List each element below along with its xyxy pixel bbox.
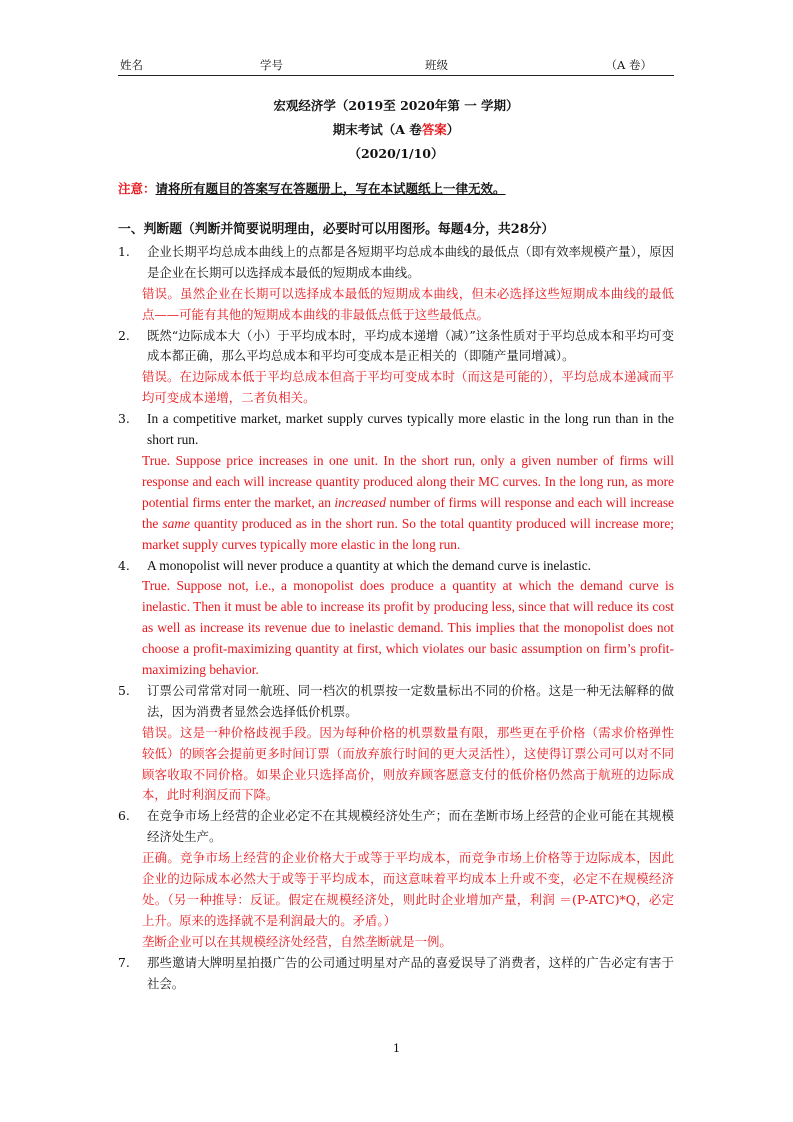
- page-number: 1: [392, 1041, 401, 1055]
- answer-emphasis: increased: [334, 494, 386, 510]
- answer-text: [142, 848, 674, 953]
- question-number: 5.: [118, 682, 130, 698]
- answer-paragraph: 正确。竞争市场上经营的企业价格大于或等于平均成本，而竞争市场上价格等于边际成本，因此企业的边际成本必然大于或等于平均成本，而这意味着平均成本上升或不变，必定不在规模经济处。（另一种推导：反证。假定在规模经济处，则此时企业增加产量，利润 ＝(P-ATC)*Q，必定上升。原来的选择就不是利润最大的。矛盾。）: [142, 850, 674, 928]
- question-text: 既然“边际成本大（小）于平均成本时，平均成本递增（减）”这条性质对于平均总成本和平均可变成本都正确，那么平均总成本和平均可变成本是正相关的（即随产量同增减）。: [147, 327, 674, 364]
- answer-item: [118, 723, 674, 807]
- answer-item: [118, 576, 674, 681]
- answer-item: [118, 284, 674, 326]
- notice: [118, 179, 506, 197]
- question-number: 4.: [118, 557, 130, 573]
- question-number: 6.: [118, 808, 130, 824]
- answer-key-tag: 答案: [421, 122, 447, 137]
- section-title: 一、判断题（判断并简要说明理由，必要时可以用图形。每题4分，共28分）: [118, 222, 555, 237]
- answer-part: quantity produced as in the short run. So the total quantity produced will increase more; market supply curves typically more elastic in the long run.: [142, 515, 675, 552]
- answer-text: 错误。在边际成本低于平均总成本但高于平均可变成本时（而这是可能的），平均总成本递减而平均可变成本递增，二者负相关。: [142, 369, 674, 406]
- answer-paragraph: 垄断企业可以在其规模经济处经营，自然垄断就是一例。: [142, 933, 452, 949]
- question-text: 企业长期平均总成本曲线上的点都是各短期平均总成本曲线的最低点（即有效率规模产量），原因是企业在长期可以选择成本最低的短期成本曲线。: [147, 243, 674, 280]
- exam-title-block: [118, 96, 674, 168]
- question-item: [118, 806, 674, 848]
- paper-version-label: （A 卷）: [605, 58, 652, 72]
- exam-subtitle-prefix: 期末考试（A 卷: [332, 122, 422, 137]
- question-item: [118, 242, 674, 284]
- question-text: A monopolist will never produce a quantity at which the demand curve is inelastic.: [147, 557, 592, 573]
- answer-text: True. Suppose not, i.e., a monopolist does produce a quantity at which the demand curve is inelastic. Then it must be able to increase its profit by producing less, since that will reduce its cost as well as increase its revenue due to inelastic demand. This implies that the monopolist does not choose a profit-maximizing quantity at first, which violates our basic assumption on firm’s profit-maximizing behavior.: [142, 578, 674, 678]
- page-header: [118, 55, 674, 76]
- answer-emphasis: same: [162, 515, 190, 531]
- notice-label: 注意：: [118, 181, 156, 196]
- answer-part: number of firms will response and each will increase the: [142, 494, 674, 531]
- exam-subtitle-suffix: ）: [446, 122, 460, 137]
- question-text: 订票公司常常对同一航班、同一档次的机票按一定数量标出不同的价格。这是一种无法解释的做法，因为消费者显然会选择低价机票。: [147, 682, 674, 719]
- question-item: [118, 409, 674, 451]
- question-item: [118, 326, 674, 368]
- student-id-label: 学号: [260, 58, 283, 72]
- question-text: 那些邀请大牌明星拍摄广告的公司通过明星对产品的喜爱误导了消费者，这样的广告必定有害于社会。: [147, 954, 674, 991]
- course-title: 宏观经济学（2019至 2020年第 一 学期）: [273, 98, 519, 113]
- question-number: 3.: [118, 411, 130, 427]
- answer-text: [142, 451, 674, 556]
- question-item: [118, 556, 674, 577]
- class-label: 班级: [425, 58, 448, 72]
- question-body: [147, 242, 674, 284]
- name-label: 姓名: [120, 58, 143, 72]
- answer-text: 错误。虽然企业在长期可以选择成本最低的短期成本曲线，但未必选择这些短期成本曲线的最低点——可能有其他的短期成本曲线的非最低点低于这些最低点。: [142, 285, 674, 322]
- answer-item: [118, 451, 674, 556]
- question-section: [118, 220, 674, 995]
- exam-date: （2020/1/10）: [348, 146, 444, 161]
- question-number: 7.: [118, 954, 130, 970]
- question-text: 在竞争市场上经营的企业必定不在其规模经济处生产；而在垄断市场上经营的企业可能在其规模经济处生产。: [147, 808, 674, 845]
- question-number: 2.: [118, 327, 130, 343]
- answer-item: [118, 367, 674, 409]
- exam-subtitle: [118, 120, 674, 144]
- question-item: [118, 681, 674, 723]
- question-text: In a competitive market, market supply curves typically more elastic in the long run than in the short run.: [147, 411, 674, 448]
- answer-item: [118, 848, 674, 953]
- notice-text: 请将所有题目的答案写在答题册上，写在本试题纸上一律无效。: [155, 181, 506, 196]
- answer-text: 错误。这是一种价格歧视手段。因为每种价格的机票数量有限，那些更在乎价格（需求价格弹性较低）的顾客会提前更多时间订票（而放弃旅行时间的更大灵活性），这使得订票公司可以对不同顾客收取不同价格。如果企业只选择高价，则放弃顾客愿意支付的低价格仍然高于航班的边际成本，此时利润反而下降。: [142, 724, 674, 803]
- question-number: 1.: [118, 243, 130, 259]
- answer-part: True. Suppose price increases in one unit. In the short run, only a given number of firms will response and each will increase quantity produced along their MC curves. In the long run, as more potential firms enter the market, an: [142, 452, 674, 510]
- question-item: [118, 953, 674, 995]
